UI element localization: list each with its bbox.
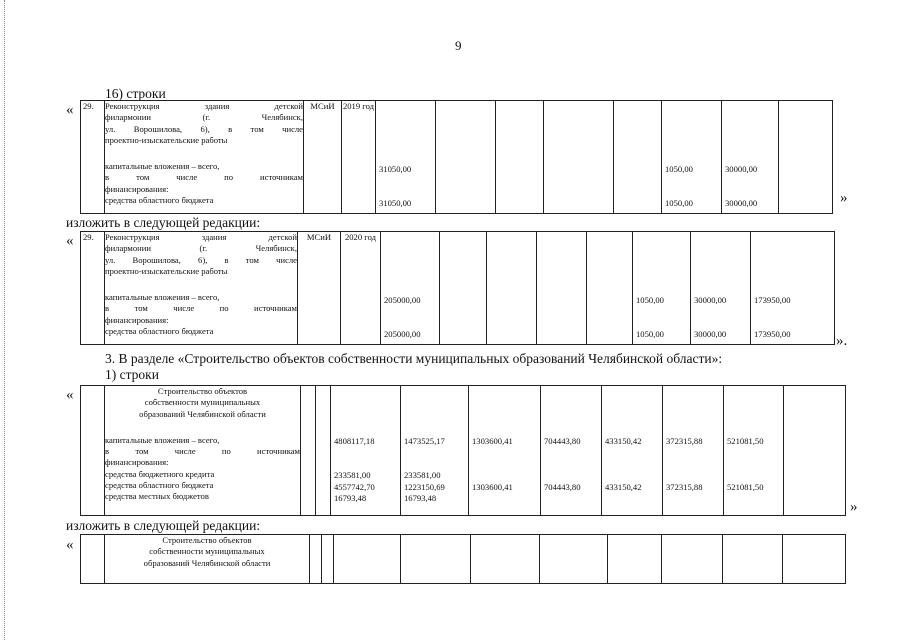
value-col-2: 30000,00 30000,00 [722,101,779,214]
total-cell: 4808117,18 233581,00 4557742,70 16793,48 [331,386,401,516]
total-cell: 205000,00 205000,00 [381,232,440,345]
table-3-old [80,385,846,516]
quote-open-3: « [66,387,74,403]
subtitle-16: 16) строки [105,86,166,101]
value-col-3: 173950,00 173950,00 [751,232,835,345]
page-number: 9 [455,38,462,53]
value-col-5: 372315,88 372315,88 [663,386,724,516]
quote-close-1: » [840,190,848,206]
section-3-title: 3. В разделе «Строительство объектов собственности муниципальных образований Челябинской области»: [105,351,723,366]
row-number: 29. [83,101,94,111]
year-cell: 2020 год [344,232,377,242]
subtitle-3-1: 1) строки [105,367,159,382]
replace-label-1: изложить в следующей редакции: [66,215,261,230]
quote-open-1: « [66,102,74,118]
value-col-3: 704443,80 704443,80 [541,386,602,516]
quote-open-4: « [66,537,74,553]
section-description: Строительство объектов собственности муниципальных образований Челябинской области [105,535,310,584]
value-col-4: 433150,42 433150,42 [602,386,663,516]
value-col-2: 1303600,41 1303600,41 [469,386,541,516]
row-number: 29. [83,232,94,242]
object-description: Реконструкция здания детской филармонии (г. Челябинск, ул. Ворошилова, 6), в том числе проектно-изыскательские работы капитальные вложения – всего, в том числе по источникам финансирования: средства областного бюджета [105,101,304,214]
replace-label-2: изложить в следующей редакции: [66,518,261,533]
agency-cell: МСиИ [306,232,332,242]
value-col-6: 521081,50 521081,50 [724,386,784,516]
agency-cell: МСиИ [310,101,335,111]
total-cell: 31050,00 31050,00 [376,101,436,214]
table-16-old [80,100,833,214]
quote-open-2: « [66,233,74,249]
value-col-1: 1050,00 1050,00 [662,101,722,214]
quote-close-3: » [850,499,858,515]
table-3-new [80,534,846,584]
page-left-edge [4,0,5,640]
object-description: Реконструкция здания детской филармонии (г. Челябинск, ул. Ворошилова, 6), в том числе проектно-изыскательские работы капитальные вложения – всего, в том числе по источникам финансирования: средства областного бюджета [105,232,298,345]
value-col-1: 1473525,17 233581,00 1223150,69 16793,48 [401,386,469,516]
quote-close-2: ». [836,333,848,349]
year-cell: 2019 год [342,101,375,111]
value-col-2: 30000,00 30000,00 [691,232,751,345]
table-16-new [80,231,835,345]
section-description: Строительство объектов собственности муниципальных образований Челябинской области капитальные вложения – всего, в том числе по источникам финансирования: средства бюджетного кредита средства областного бюджета средства местных бюджетов [105,386,301,516]
value-col-1: 1050,00 1050,00 [633,232,691,345]
